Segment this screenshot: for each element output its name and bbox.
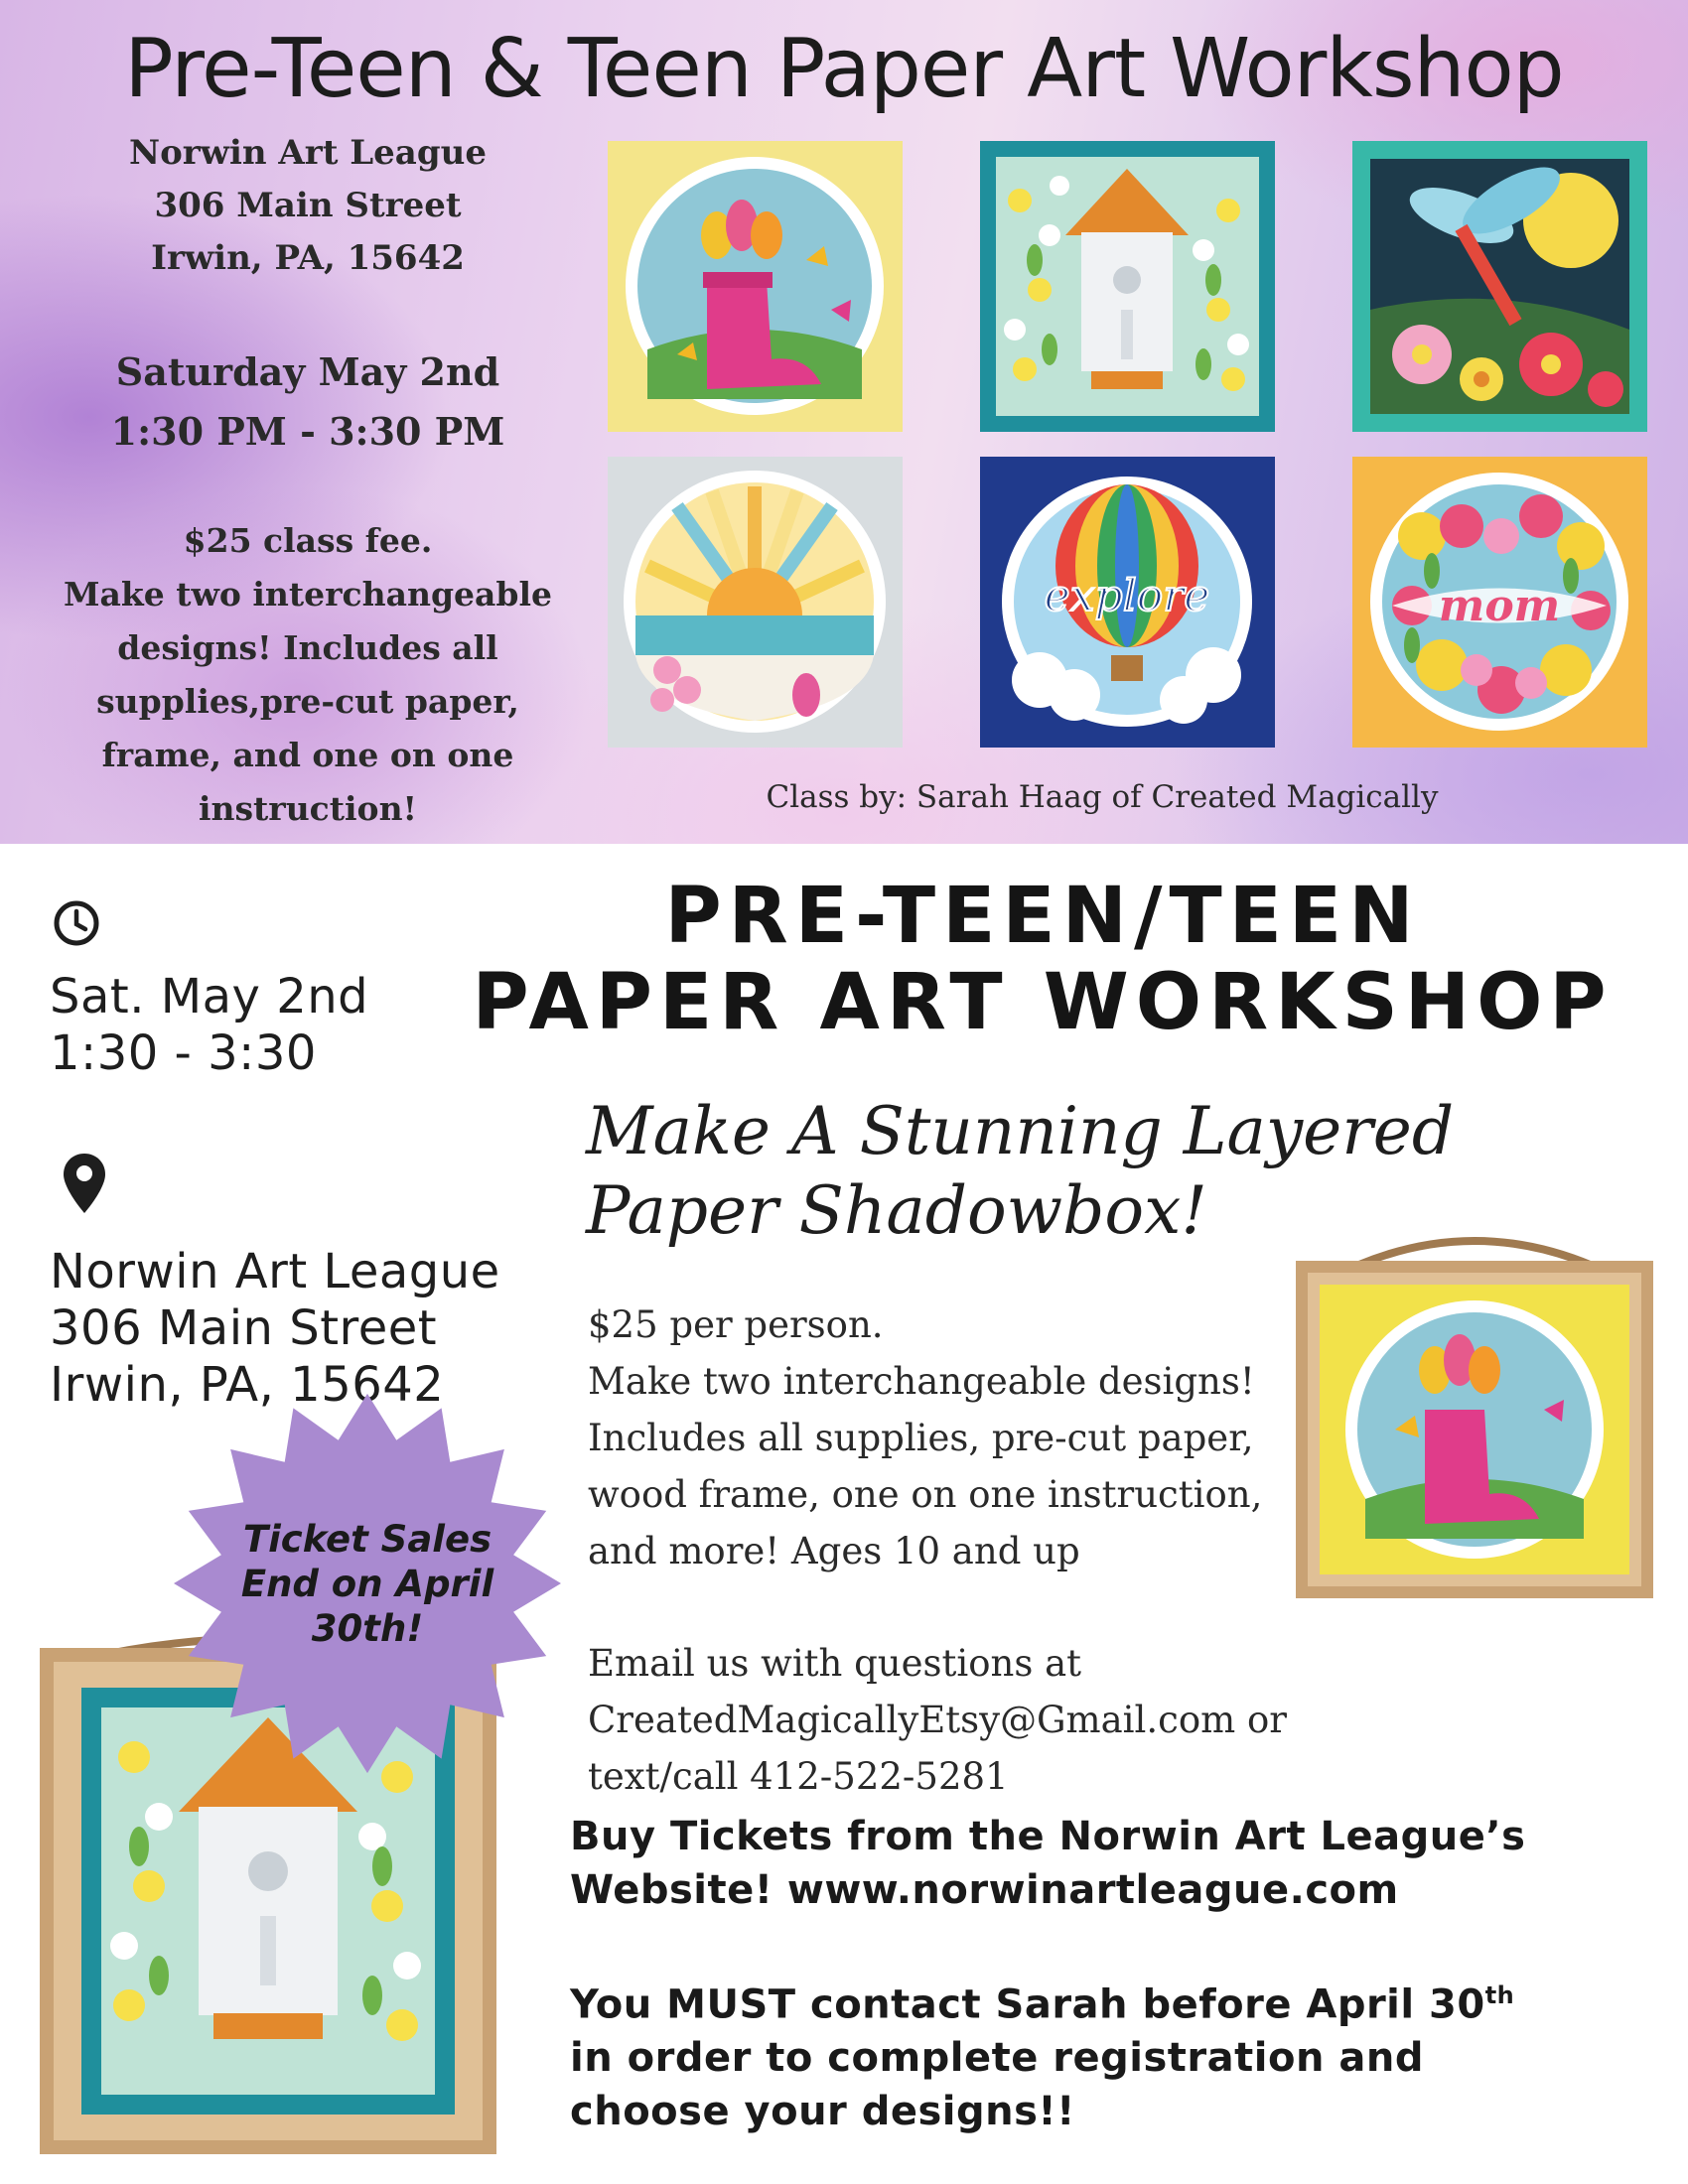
- buy-tickets: [570, 1810, 1672, 1917]
- location-line: 306 Main Street: [50, 1300, 438, 1356]
- banner-address: [60, 127, 556, 285]
- subtitle-line: Paper Shadowbox!: [586, 1172, 1207, 1249]
- burst-line: 30th!: [311, 1607, 424, 1650]
- subtitle: [586, 1092, 1479, 1251]
- address-line: Irwin, PA, 15642: [151, 238, 465, 278]
- subtitle-line: Make A Stunning Layered: [586, 1093, 1455, 1169]
- body-line: wood frame, one on one instruction,: [588, 1473, 1263, 1516]
- pricing-details: [588, 1297, 1323, 1579]
- tile-flower-wreath: [1352, 457, 1647, 748]
- contact-details: [588, 1635, 1323, 1805]
- top-banner: [0, 0, 1688, 844]
- body-line: Make two interchangeable designs!: [588, 1360, 1255, 1403]
- time-hours-line: 1:30 - 3:30: [50, 1025, 317, 1081]
- fee-line: $25 class fee.: [183, 521, 433, 560]
- headline-line-1: PRE-TEEN/TEEN: [664, 872, 1421, 961]
- address-line: Norwin Art League: [129, 133, 487, 173]
- body-line: Includes all supplies, pre-cut paper,: [588, 1417, 1254, 1459]
- headline-line-2: PAPER ART WORKSHOP: [472, 958, 1614, 1047]
- address-line: 306 Main Street: [154, 186, 462, 225]
- must-contact-notice: [570, 1969, 1672, 2138]
- time-line: 1:30 PM - 3:30 PM: [110, 409, 505, 454]
- location-line: Norwin Art League: [50, 1244, 500, 1299]
- contact-phone[interactable]: text/call 412-522-5281: [588, 1755, 1009, 1798]
- time-date-line: Sat. May 2nd: [50, 969, 369, 1024]
- notice-text: You MUST contact Sarah before April 30: [570, 1981, 1485, 2028]
- fee-line: designs! Includes all: [117, 628, 498, 667]
- tile-caption-explore: explore: [1044, 571, 1210, 621]
- tile-sunset-beach: [608, 457, 903, 748]
- banner-date: [60, 342, 556, 462]
- notice-superscript: th: [1484, 1981, 1515, 2009]
- tickets-line: Buy Tickets from the Norwin Art League’s: [570, 1814, 1526, 1859]
- location-line: Irwin, PA, 15642: [50, 1357, 445, 1413]
- fee-line: supplies,pre-cut paper,: [96, 682, 519, 721]
- banner-title: Pre-Teen & Teen Paper Art Workshop: [124, 22, 1564, 116]
- tile-dragonfly: [1352, 141, 1647, 432]
- contact-line: Email us with questions at: [588, 1642, 1082, 1685]
- tile-caption-mom: mom: [1438, 581, 1561, 631]
- burst-line: Ticket Sales: [242, 1518, 492, 1561]
- event-time: [50, 969, 368, 1082]
- body-line: $25 per person.: [588, 1303, 884, 1346]
- map-pin-icon: [62, 1152, 107, 1215]
- burst-line: End on April: [240, 1563, 494, 1605]
- tile-tulip-boot: [608, 141, 903, 432]
- fee-line: instruction!: [198, 789, 418, 828]
- ticket-deadline-text: [213, 1517, 521, 1651]
- banner-fee: [55, 514, 561, 836]
- tickets-website-link[interactable]: Website! www.norwinartleague.com: [570, 1867, 1399, 1913]
- date-line: Saturday May 2nd: [115, 349, 500, 394]
- headline: [417, 874, 1668, 1046]
- shadowbox-boot-photo: [1286, 1231, 1663, 1608]
- tile-birdhouse: [980, 141, 1275, 432]
- body-line: and more! Ages 10 and up: [588, 1530, 1080, 1572]
- contact-email[interactable]: CreatedMagicallyEtsy@Gmail.com or: [588, 1699, 1287, 1741]
- notice-line: [570, 1969, 1672, 2031]
- fee-line: Make two interchangeable: [63, 575, 553, 614]
- notice-line: in order to complete registration and: [570, 2035, 1424, 2082]
- tile-hot-air-balloon: [980, 457, 1275, 748]
- class-by-credit: Class by: Sarah Haag of Created Magically: [766, 779, 1439, 815]
- clock-icon: [52, 898, 101, 948]
- notice-line: choose your designs!!: [570, 2089, 1075, 2135]
- fee-line: frame, and one on one: [101, 736, 514, 774]
